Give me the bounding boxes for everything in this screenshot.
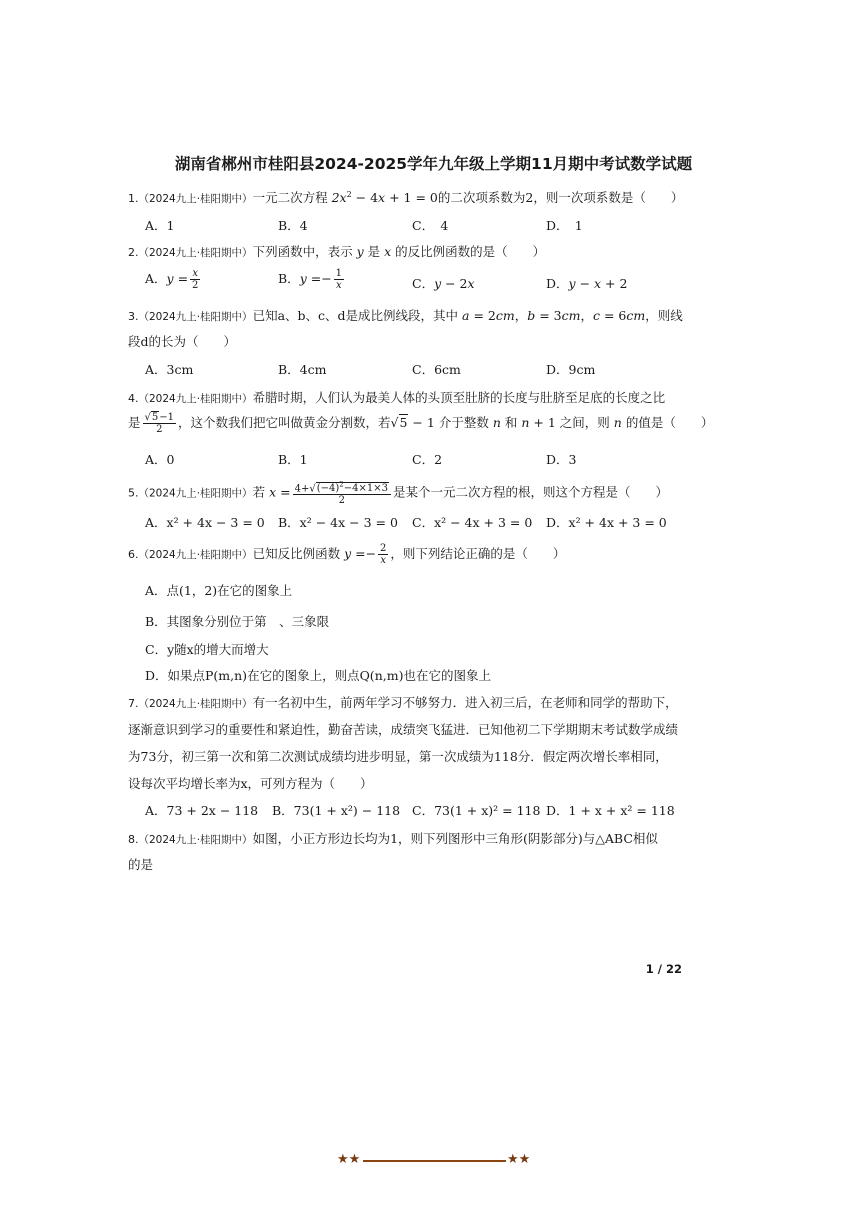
- question-number: 3.: [128, 310, 139, 323]
- question-number: 8.: [128, 833, 139, 846]
- option-d: D．3: [546, 452, 577, 467]
- option-d: D．y − x + 2: [546, 276, 628, 291]
- option-c: C． 4: [412, 218, 449, 233]
- option-a: A．1: [145, 218, 175, 233]
- question-text: 之间，则: [559, 415, 610, 430]
- question-text: 已知反比例函数: [252, 546, 341, 561]
- option-a: A．y = $\frac{x}{2}$: [145, 268, 199, 291]
- question-text: 是某个一元二次方程的根，则这个方程是（ ）: [392, 484, 668, 500]
- footer-ornament: [337, 1150, 532, 1170]
- option-c: C．y随x的增大而增大: [145, 642, 269, 657]
- option-d: D． 1: [546, 218, 583, 233]
- question-text: 是: [367, 244, 381, 259]
- question-3: 3.（2024九上·桂阳期中）已知a、b、c、d是成比例线段，其中 a = 2cm，b = 3cm，c = 6cm，则线: [128, 308, 683, 323]
- option-label: C．: [412, 276, 435, 291]
- question-7-line3: 为73分，初三第一次和第二次测试成绩均进步明显，第一次成绩为118分．假定两次增长率相同，: [128, 749, 668, 764]
- option-c: C．y − 2x: [412, 276, 475, 291]
- option-a: A．73 + 2x − 118: [145, 803, 259, 818]
- star-icon: ★★: [337, 1152, 361, 1167]
- question-text: 若: [252, 484, 266, 500]
- option-a: A．0: [145, 452, 175, 467]
- question-8-line2: 的是: [128, 857, 154, 872]
- option-b: B．其图象分别位于第 、三象限: [145, 614, 330, 629]
- question-number: 1.: [128, 192, 139, 205]
- option-c: C．2: [412, 452, 443, 467]
- footer-rule: [363, 1160, 506, 1162]
- question-text: ，则线: [645, 308, 683, 323]
- question-7-line4: 设每次平均增长率为x，可列方程为（ ）: [128, 776, 373, 791]
- question-text: ，这个数我们把它叫做黄金分割数，若: [178, 415, 391, 430]
- question-5: 5.（2024九上·桂阳期中）若 x = $\frac{4+√(-4)^2-4\times 1\times 3}{2}$ 是某个一元二次方程的根，则这个方程是（ ）: [128, 481, 668, 507]
- question-text: 的反比例函数的是（ ）: [395, 244, 546, 259]
- question-8: [128, 829, 658, 847]
- source-tag: （2024九上·桂阳期中）: [138, 549, 253, 561]
- source-tag: （2024九上·桂阳期中）: [138, 247, 253, 259]
- option-d: D．1 + x + x² = 118: [546, 803, 675, 818]
- question-text: 一元二次方程: [252, 190, 328, 205]
- question-text: 介于整数: [438, 415, 489, 430]
- question-text: 的二次项系数为2，则一次项系数是（ ）: [437, 190, 684, 205]
- option-c: C．73(1 + x)² = 118: [412, 803, 541, 818]
- question-text: 的值是（ ）: [625, 415, 714, 430]
- source-tag: （2024九上·桂阳期中）: [138, 393, 253, 405]
- question-text: 有一名初中生，前两年学习不够努力．进入初三后，在老师和同学的帮助下，: [252, 695, 678, 710]
- question-text: 希腊时期，人们认为最美人体的头顶至肚脐的长度与肚脐至足底的长度之比: [252, 390, 666, 405]
- option-d: D．如果点P(m,n)在它的图象上，则点Q(n,m)也在它的图象上: [145, 668, 491, 683]
- question-7: [128, 693, 678, 711]
- question-text: 是: [128, 415, 141, 430]
- option-d: D．x² + 4x + 3 = 0: [546, 515, 667, 530]
- question-6: 6.（2024九上·桂阳期中）已知反比例函数 y =− $\frac{2}{x}$ ，则下列结论正确的是（ ）: [128, 543, 566, 566]
- question-4-line2: 是 $\frac{√5-1}{2}$ ，这个数我们把它叫做黄金分割数，若√5 − 1 介于整数 n 和 n + 1 之间，则 n 的值是（ ）: [128, 412, 714, 435]
- option-b: B．x² − 4x − 3 = 0: [278, 515, 398, 530]
- source-tag: （2024九上·桂阳期中）: [138, 698, 253, 710]
- question-number: 2.: [128, 246, 139, 259]
- option-a: A．x² + 4x − 3 = 0: [145, 515, 265, 530]
- question-text: 下列函数中，表示: [252, 244, 353, 259]
- option-label: A．: [145, 271, 167, 286]
- option-b: B．1: [278, 452, 308, 467]
- question-number: 5.: [128, 486, 139, 500]
- option-a: A．点(1，2)在它的图象上: [145, 583, 293, 598]
- option-d: D．9cm: [546, 362, 596, 377]
- option-b: B．4cm: [278, 362, 327, 377]
- source-tag: （2024九上·桂阳期中）: [138, 487, 253, 500]
- option-b: B．73(1 + x²) − 118: [272, 803, 401, 818]
- question-text: 如图，小正方形边长均为1，则下列图形中三角形(阴影部分)与△ABC相似: [252, 831, 658, 846]
- option-c: C．6cm: [412, 362, 461, 377]
- question-number: 6.: [128, 548, 139, 561]
- option-c: C．x² − 4x + 3 = 0: [412, 515, 533, 530]
- star-icon: ★★: [507, 1152, 531, 1167]
- question-3-line2: 段d的长为（ ）: [128, 334, 237, 349]
- source-tag: （2024九上·桂阳期中）: [138, 834, 253, 846]
- question-number: 4.: [128, 392, 139, 405]
- option-label: D．: [546, 276, 569, 291]
- option-a: A．3cm: [145, 362, 194, 377]
- question-number: 7.: [128, 697, 139, 710]
- question-text: 已知a、b、c、d是成比例线段，其中: [252, 308, 459, 323]
- question-7-line2: 逐渐意识到学习的重要性和紧迫性，勤奋苦读，成绩突飞猛进．已知他初二下学期期末考试数学成绩: [128, 722, 679, 737]
- question-4: [128, 388, 665, 406]
- option-b: B．y =− $\frac{1}{x}$: [278, 268, 343, 291]
- question-text: ，则下列结论正确的是（ ）: [390, 546, 566, 561]
- question-2: 2.（2024九上·桂阳期中）下列函数中，表示 y 是 x 的反比例函数的是（ ）: [128, 244, 546, 259]
- source-tag: （2024九上·桂阳期中）: [138, 193, 253, 205]
- option-b: B．4: [278, 218, 308, 233]
- page-number: 1 / 22: [645, 962, 682, 976]
- equation: $2x^2 - 4x + 1 = 0$: [331, 189, 438, 205]
- question-text: 和: [504, 415, 518, 430]
- document-title: 湖南省郴州市桂阳县2024-2025学年九年级上学期11月期中考试数学试题: [174, 155, 693, 173]
- question-1: [128, 188, 683, 206]
- source-tag: （2024九上·桂阳期中）: [138, 311, 253, 323]
- option-label: B．: [278, 271, 300, 286]
